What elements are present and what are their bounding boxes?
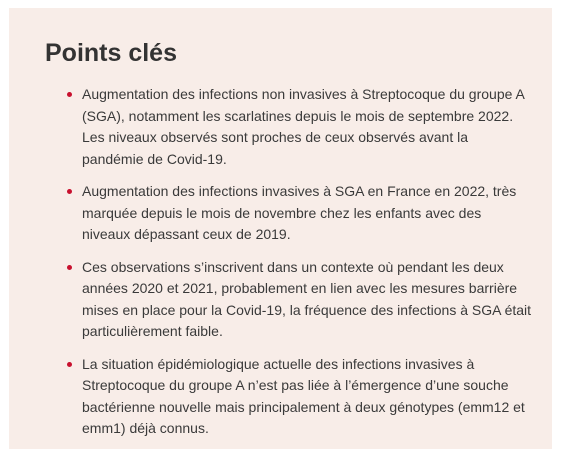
list-item (82, 181, 532, 246)
bullet-icon (67, 265, 72, 270)
list-item-text: Augmentation des infections invasives à SGA en France en 2022, très marquée depuis le mois de novembre chez les enfants avec des niveaux dépassant ceux de 2019. (82, 183, 517, 242)
list-item-text: Augmentation des infections non invasives à Streptocoque du groupe A (SGA), notamment les scarlatines depuis le mois de septembre 2022. Les niveaux observés sont proches de ceux observés avant la pandémie de Covid-19. (82, 86, 525, 167)
bullet-icon (67, 362, 72, 367)
list-item (82, 257, 532, 343)
list-item-text: Ces observations s’inscrivent dans un contexte où pendant les deux années 2020 et 2021, probablement en lien avec les mesures barrière mises en place pour la Covid-19, la fréquence des infections à SGA était particulièrement faible. (82, 258, 532, 339)
list-item (82, 354, 532, 440)
list-item-text: La situation épidémiologique actuelle des infections invasives à Streptocoque du groupe A n’est pas liée à l’émergence d’une souche bactérienne nouvelle mais principalement à deux génotypes (emm12 et emm1) déjà connus. (82, 355, 525, 436)
bullet-icon (67, 92, 72, 97)
section-title: Points clés (45, 39, 177, 67)
key-points-list (45, 84, 532, 440)
bullet-icon (67, 189, 72, 194)
key-points-card (9, 8, 552, 449)
list-item (82, 84, 532, 170)
